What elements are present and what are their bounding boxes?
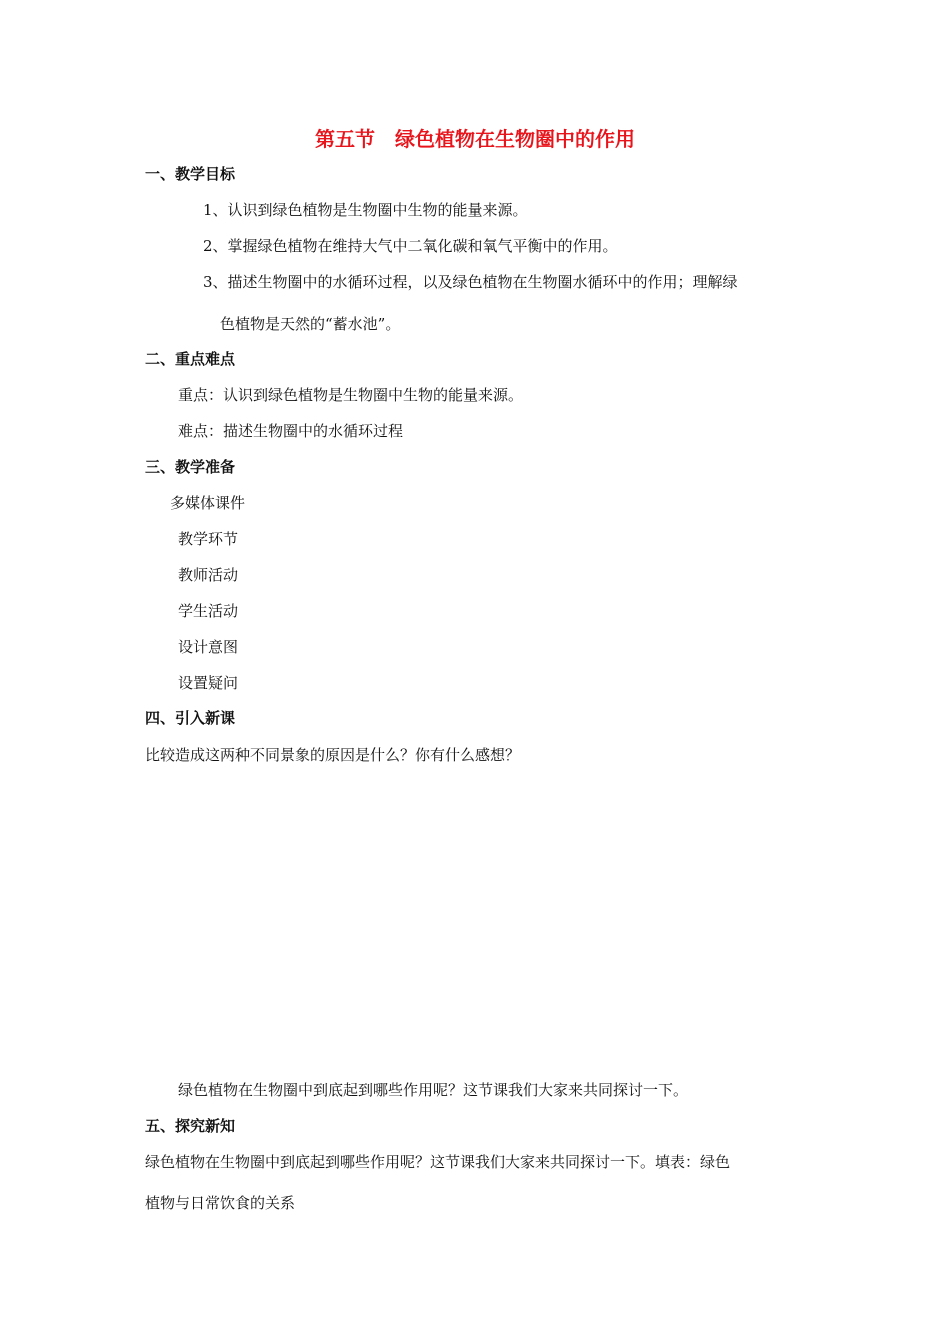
key-point: 重点：认识到绿色植物是生物圈中生物的能量来源。 xyxy=(178,386,524,404)
page-title: 第五节 绿色植物在生物圈中的作用 xyxy=(315,127,635,151)
section-heading-introduction: 四、引入新课 xyxy=(145,709,236,727)
goal-item-3-continued: 色植物是天然的“蓄水池”。 xyxy=(220,315,401,333)
goal-item-1: 1、认识到绿色植物是生物圈中生物的能量来源。 xyxy=(203,201,528,219)
prep-item-multimedia: 多媒体课件 xyxy=(170,494,246,512)
explore-paragraph-line-1: 绿色植物在生物圈中到底起到哪些作用呢？这节课我们大家来共同探讨一下。填表：绿色 xyxy=(145,1153,731,1171)
goal-item-2: 2、掌握绿色植物在维持大气中二氧化碳和氧气平衡中的作用。 xyxy=(203,237,618,255)
section-heading-key-points: 二、重点难点 xyxy=(145,350,236,368)
prep-item-set-question: 设置疑问 xyxy=(178,674,239,692)
section-heading-explore: 五、探究新知 xyxy=(145,1117,236,1135)
goal-item-3: 3、描述生物圈中的水循环过程，以及绿色植物在生物圈水循环中的作用；理解绿 xyxy=(203,273,738,291)
prep-item-student-activity: 学生活动 xyxy=(178,602,239,620)
difficult-point: 难点：描述生物圈中的水循环过程 xyxy=(178,422,404,440)
intro-follow-up: 绿色植物在生物圈中到底起到哪些作用呢？这节课我们大家来共同探讨一下。 xyxy=(178,1081,689,1099)
prep-item-teaching-stage: 教学环节 xyxy=(178,530,239,548)
section-heading-teaching-goals: 一、教学目标 xyxy=(145,165,236,183)
prep-item-design-intent: 设计意图 xyxy=(178,638,239,656)
intro-question: 比较造成这两种不同景象的原因是什么？你有什么感想？ xyxy=(145,746,521,764)
explore-paragraph-line-2: 植物与日常饮食的关系 xyxy=(145,1194,296,1212)
section-heading-preparation: 三、教学准备 xyxy=(145,458,236,476)
prep-item-teacher-activity: 教师活动 xyxy=(178,566,239,584)
